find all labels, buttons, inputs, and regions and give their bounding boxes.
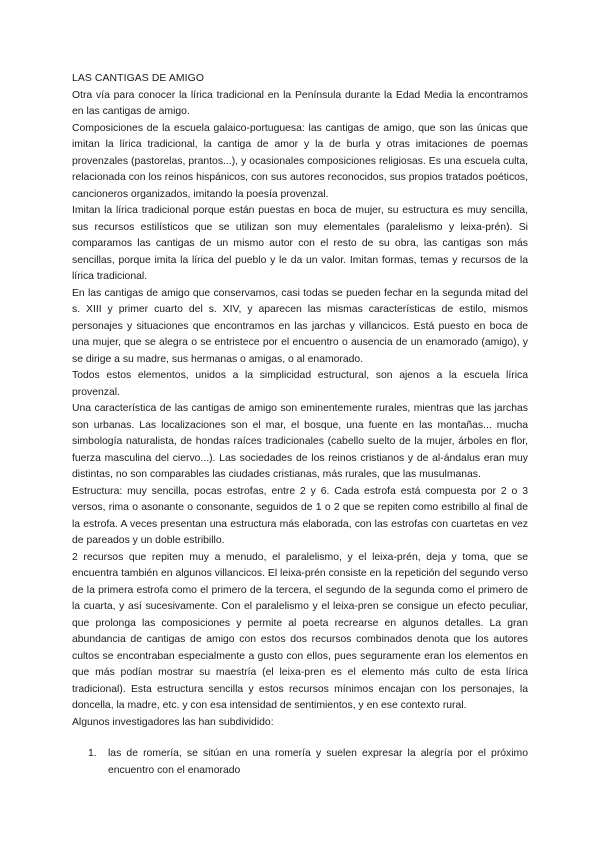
paragraph-caracteristica: Una característica de las cantigas de amigo son eminentemente rurales, mientras que las jarchas son urbanas. Las localizaciones son el mar, el bosque, una fuente en las montañas... mucha simbología naturalista, de hondas raíces tradicionales (cabello suelto de la mujer, árboles en flor, fuerza masculina del ciervo...). Las sociedades de los reinos cristianos y de al-ándalus eran muy distintas, no son comparables las ciudades cristianas, más rurales, que las musulmanas. <box>72 403 528 480</box>
list-item-text: las de romería, se sitúan en una romería y suelen expresar la alegría por el próximo encuentro con el enamorado <box>108 748 528 776</box>
paragraph-composiciones: Composiciones de la escuela galaico-portuguesa: las cantigas de amigo, que son las únicas que imitan la lírica tradicional, la cantiga de amor y la de burla y otras imitaciones de poemas provenzales (pastorelas, prantos...), y ocasionales composiciones religiosas. Es una escuela culta, relacionada con los reinos hispánicos, con sus autores reconocidos, sus propios tratados poéticos, cancioneros organizados, imitando la poesía provenzal. <box>72 122 528 200</box>
paragraph-recursos: 2 recursos que repiten muy a menudo, el paralelismo, y el leixa-prén, deja y toma, que se encuentra también en algunos villancicos. El leixa-prén consiste en la repetición del segundo verso de la primera estrofa como el primero de la tercera, el segundo de la segunda como el primero de la cuarta, y así sucesivamente. Con el paralelismo y el leixa-pren se consigue un efecto peculiar, que prolonga las composiciones y permite al poeta recrearse en algunos detalles. La gran abundancia de cantigas de amigo con estos dos recursos combinados denota que los autores cultos se encontraban especialmente a gusto con ellos, pues seguramente eran los elementos en que más podían mostrar su maestría (el leixa-pren es el elemento más culto de esta lírica tradicional). Esta estructura sencilla y estos recursos mínimos encajan con los personajes, la doncella, la madre, etc. y con esa intensidad de sentimientos, y en ese contexto rural. <box>72 551 528 711</box>
paragraph-datacion: En las cantigas de amigo que conservamos, casi todas se pueden fechar en la segunda mitad del s. XIII y primer cuarto del s. XIV, y aparecen las mismas características de estilo, mismos personajes y situaciones que encontramos en las jarchas y villancicos. Está puesto en boca de una mujer, que se alegra o se entristece por el encuentro o ausencia de un enamorado (amigo), y se dirige a su madre, sus hermanas o amigas, o al enamorado. <box>72 287 528 365</box>
document-title: LAS CANTIGAS DE AMIGO <box>72 73 205 84</box>
paragraph-estructura: Estructura: muy sencilla, pocas estrofas, entre 2 y 6. Cada estrofa está compuesta por 2 o 3 versos, rima o asonante o consonante, seguidos de 1 o 2 que se repiten como estribillo al final de la estrofa. A veces presentan una estructura más elaborada, con las estrofas con cuartetas en vez de pareados y un doble estribillo. <box>72 485 528 546</box>
paragraph-intro: Otra vía para conocer la lírica tradicional en la Península durante la Edad Media la encontramos en las cantigas de amigo. <box>72 89 528 117</box>
numbered-list <box>72 746 528 779</box>
paragraph-elementos: Todos estos elementos, unidos a la simplicidad estructural, son ajenos a la escuela lírica provenzal. <box>72 370 528 398</box>
paragraph-imitan: Imitan la lírica tradicional porque están puestas en boca de mujer, su estructura es muy sencilla, sus recursos estilísticos que se utilizan son muy elementales (paralelismo y leixa-prén). Si comparamos las cantigas de un mismo autor con el resto de su obra, las cantigas son más sencillas, porque imita la lírica del pueblo y le da un valor. Imitan formas, temas y recursos de la lírica tradicional. <box>72 205 528 282</box>
paragraph-subdivision: Algunos investigadores las han subdividido: <box>72 716 274 728</box>
document-page <box>72 71 528 779</box>
list-item-number: 1. <box>88 748 97 759</box>
list-item <box>72 746 528 779</box>
